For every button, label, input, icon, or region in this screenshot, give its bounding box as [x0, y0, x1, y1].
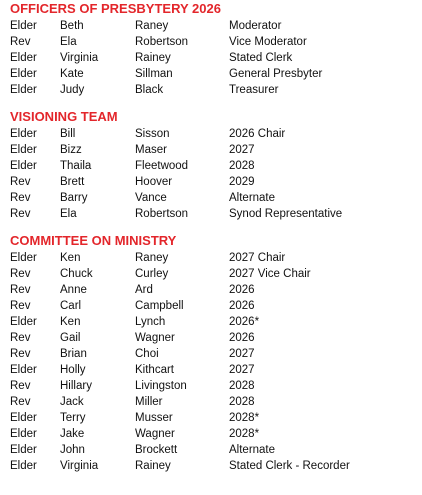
member-first-name: Bizz	[60, 144, 82, 156]
member-last-name: Sisson	[135, 128, 170, 140]
roster-section	[10, 109, 418, 222]
member-title: Rev	[10, 380, 31, 392]
roster-section	[10, 233, 418, 474]
member-row	[10, 18, 418, 34]
member-row	[10, 174, 418, 190]
member-first-name: Ela	[60, 208, 77, 220]
member-title: Rev	[10, 192, 31, 204]
member-row	[10, 158, 418, 174]
member-role: 2027	[229, 348, 255, 360]
member-first-name: Hillary	[60, 380, 92, 392]
member-role: 2027	[229, 364, 255, 376]
member-title: Elder	[10, 160, 37, 172]
member-first-name: Thaila	[60, 160, 92, 172]
member-role: 2029	[229, 176, 255, 188]
member-role: Stated Clerk	[229, 52, 293, 64]
member-row	[10, 346, 418, 362]
member-row	[10, 426, 418, 442]
section-heading: OFFICERS OF PRESBYTERY 2026	[10, 1, 221, 16]
member-row	[10, 50, 418, 66]
member-title: Rev	[10, 176, 31, 188]
member-role: 2028	[229, 160, 255, 172]
member-first-name: Kate	[60, 68, 84, 80]
member-title: Elder	[10, 316, 37, 328]
member-role: Alternate	[229, 192, 276, 204]
member-first-name: John	[60, 444, 85, 456]
member-first-name: Terry	[60, 412, 86, 424]
member-title: Elder	[10, 444, 37, 456]
member-last-name: Robertson	[135, 208, 189, 220]
member-last-name: Hoover	[135, 176, 173, 188]
member-row	[10, 410, 418, 426]
member-row	[10, 266, 418, 282]
member-last-name: Miller	[135, 396, 163, 408]
member-role: General Presbyter	[229, 68, 323, 80]
member-title: Elder	[10, 364, 37, 376]
member-row	[10, 66, 418, 82]
member-last-name: Kithcart	[135, 364, 174, 376]
member-last-name: Fleetwood	[135, 160, 189, 172]
member-role: Vice Moderator	[229, 36, 307, 48]
member-last-name: Maser	[135, 144, 167, 156]
member-role: Moderator	[229, 20, 282, 32]
member-last-name: Choi	[135, 348, 159, 360]
member-row	[10, 190, 418, 206]
member-first-name: Virginia	[60, 52, 99, 64]
member-title: Rev	[10, 284, 31, 296]
member-title: Rev	[10, 208, 31, 220]
member-last-name: Brockett	[135, 444, 178, 456]
member-first-name: Barry	[60, 192, 88, 204]
member-row	[10, 142, 418, 158]
member-role: 2026 Chair	[229, 128, 286, 140]
member-role: 2026	[229, 332, 255, 344]
member-row	[10, 314, 418, 330]
member-row	[10, 250, 418, 266]
member-last-name: Rainey	[135, 52, 171, 64]
member-last-name: Robertson	[135, 36, 189, 48]
member-first-name: Gail	[60, 332, 81, 344]
member-title: Elder	[10, 412, 37, 424]
member-first-name: Beth	[60, 20, 84, 32]
member-last-name: Sillman	[135, 68, 173, 80]
member-row	[10, 378, 418, 394]
member-title: Elder	[10, 84, 37, 96]
member-row	[10, 82, 418, 98]
member-role: Stated Clerk - Recorder	[229, 460, 350, 472]
member-title: Rev	[10, 36, 31, 48]
member-row	[10, 442, 418, 458]
member-role: 2026	[229, 300, 255, 312]
member-role: 2027 Vice Chair	[229, 268, 311, 280]
member-last-name: Wagner	[135, 428, 175, 440]
member-first-name: Ken	[60, 252, 81, 264]
member-title: Elder	[10, 144, 37, 156]
member-title: Rev	[10, 348, 31, 360]
member-row	[10, 282, 418, 298]
member-role: 2028	[229, 396, 255, 408]
member-first-name: Judy	[60, 84, 85, 96]
member-first-name: Brett	[60, 176, 85, 188]
member-title: Rev	[10, 396, 31, 408]
roster-section	[10, 1, 418, 98]
member-first-name: Ela	[60, 36, 77, 48]
member-first-name: Anne	[60, 284, 87, 296]
member-list	[10, 126, 418, 222]
roster-document	[10, 1, 418, 474]
member-title: Elder	[10, 68, 37, 80]
member-role: 2027 Chair	[229, 252, 286, 264]
member-title: Elder	[10, 128, 37, 140]
member-title: Elder	[10, 20, 37, 32]
member-last-name: Campbell	[135, 300, 184, 312]
member-role: Treasurer	[229, 84, 279, 96]
member-last-name: Black	[135, 84, 164, 96]
member-role: 2026*	[229, 316, 260, 328]
member-first-name: Bill	[60, 128, 76, 140]
member-role: 2027	[229, 144, 255, 156]
member-first-name: Carl	[60, 300, 82, 312]
member-last-name: Rainey	[135, 460, 171, 472]
member-title: Elder	[10, 52, 37, 64]
member-role: Synod Representative	[229, 208, 343, 220]
member-role: 2028*	[229, 428, 260, 440]
member-title: Elder	[10, 428, 37, 440]
member-row	[10, 362, 418, 378]
member-first-name: Jack	[60, 396, 84, 408]
member-last-name: Ard	[135, 284, 153, 296]
member-list	[10, 18, 418, 98]
member-row	[10, 394, 418, 410]
member-last-name: Musser	[135, 412, 173, 424]
member-title: Rev	[10, 268, 31, 280]
member-role: 2028	[229, 380, 255, 392]
member-role: 2028*	[229, 412, 260, 424]
section-heading: VISIONING TEAM	[10, 109, 118, 124]
member-first-name: Holly	[60, 364, 86, 376]
member-first-name: Ken	[60, 316, 81, 328]
member-row	[10, 206, 418, 222]
member-row	[10, 458, 418, 474]
member-first-name: Brian	[60, 348, 87, 360]
member-title: Elder	[10, 252, 37, 264]
member-row	[10, 126, 418, 142]
member-last-name: Livingston	[135, 380, 187, 392]
member-row	[10, 298, 418, 314]
member-last-name: Wagner	[135, 332, 175, 344]
member-last-name: Lynch	[135, 316, 166, 328]
member-role: Alternate	[229, 444, 276, 456]
member-list	[10, 250, 418, 474]
member-title: Elder	[10, 460, 37, 472]
member-first-name: Jake	[60, 428, 85, 440]
member-title: Rev	[10, 332, 31, 344]
member-first-name: Virginia	[60, 460, 99, 472]
member-first-name: Chuck	[60, 268, 93, 280]
member-last-name: Vance	[135, 192, 167, 204]
member-last-name: Curley	[135, 268, 169, 280]
section-heading: COMMITTEE ON MINISTRY	[10, 233, 177, 248]
member-title: Rev	[10, 300, 31, 312]
member-row	[10, 330, 418, 346]
member-role: 2026	[229, 284, 255, 296]
member-last-name: Raney	[135, 252, 169, 264]
member-row	[10, 34, 418, 50]
member-last-name: Raney	[135, 20, 169, 32]
